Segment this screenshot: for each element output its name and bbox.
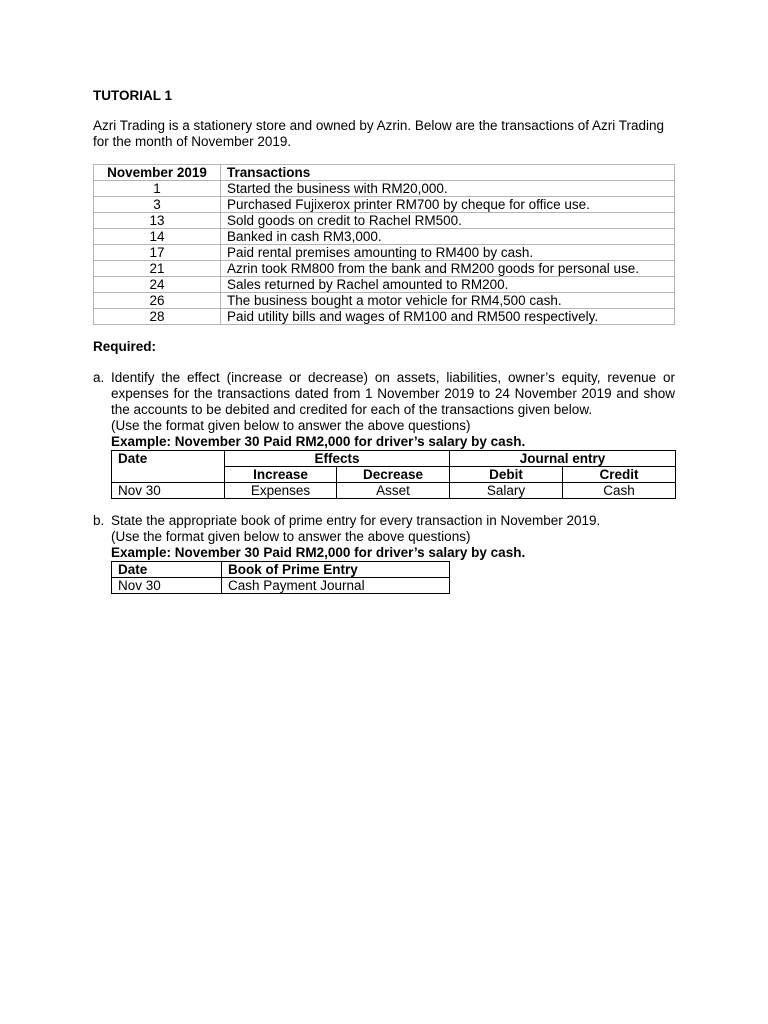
header-november-2019: November 2019 — [94, 165, 221, 181]
transaction-text: Purchased Fujixerox printer RM700 by cheque for office use. — [221, 197, 675, 213]
transaction-date: 21 — [94, 261, 221, 277]
example-decrease: Asset — [337, 483, 450, 499]
example-book: Cash Payment Journal — [222, 578, 450, 594]
transaction-date: 24 — [94, 277, 221, 293]
transaction-text: Sold goods on credit to Rachel RM500. — [221, 213, 675, 229]
header-transactions: Transactions — [221, 165, 675, 181]
effects-header-row — [112, 451, 676, 467]
table-row — [94, 309, 675, 325]
section-b-marker: b. — [93, 513, 105, 528]
section-b-format-note: (Use the format given below to answer the above questions) — [111, 529, 471, 544]
example-date: Nov 30 — [112, 483, 225, 499]
transaction-date: 26 — [94, 293, 221, 309]
page-title: TUTORIAL 1 — [93, 88, 173, 103]
transaction-date: 28 — [94, 309, 221, 325]
section-b-text: State the appropriate book of prime entry for every transaction in November 2019. — [111, 513, 601, 528]
transaction-text: Paid rental premises amounting to RM400 by cash. — [221, 245, 675, 261]
header-date: Date — [112, 451, 225, 483]
transaction-date: 1 — [94, 181, 221, 197]
example-date: Nov 30 — [112, 578, 222, 594]
transactions-header-row — [94, 165, 675, 181]
section-a-marker: a. — [93, 370, 105, 385]
header-journal-entry: Journal entry — [450, 451, 676, 467]
table-row — [112, 578, 450, 594]
transactions-table — [93, 164, 675, 325]
header-effects: Effects — [225, 451, 450, 467]
table-row — [112, 483, 676, 499]
transaction-date: 3 — [94, 197, 221, 213]
transaction-text: Started the business with RM20,000. — [221, 181, 675, 197]
table-row — [94, 213, 675, 229]
table-row — [94, 229, 675, 245]
prime-header-row — [112, 562, 450, 578]
transaction-text: Banked in cash RM3,000. — [221, 229, 675, 245]
table-row — [94, 261, 675, 277]
transaction-text: The business bought a motor vehicle for RM4,500 cash. — [221, 293, 675, 309]
transaction-text: Paid utility bills and wages of RM100 and RM500 respectively. — [221, 309, 675, 325]
table-row — [94, 197, 675, 213]
example-debit: Salary — [450, 483, 563, 499]
transaction-text: Azrin took RM800 from the bank and RM200 goods for personal use. — [221, 261, 675, 277]
section-b-example: Example: November 30 Paid RM2,000 for driver’s salary by cash. — [111, 545, 526, 560]
table-row — [94, 181, 675, 197]
table-row — [94, 277, 675, 293]
transaction-date: 17 — [94, 245, 221, 261]
required-heading: Required: — [93, 339, 157, 354]
document-page — [93, 88, 675, 594]
header-debit: Debit — [450, 467, 563, 483]
example-increase: Expenses — [225, 483, 337, 499]
prime-entry-table — [111, 561, 450, 594]
transaction-text: Sales returned by Rachel amounted to RM200. — [221, 277, 675, 293]
transaction-date: 13 — [94, 213, 221, 229]
header-increase: Increase — [225, 467, 337, 483]
section-b — [93, 513, 675, 594]
intro-paragraph: Azri Trading is a stationery store and owned by Azrin. Below are the transactions of Azri Trading for the month of November 2019. — [93, 118, 665, 149]
header-date: Date — [112, 562, 222, 578]
header-book-of-prime-entry: Book of Prime Entry — [222, 562, 450, 578]
effects-journal-table — [111, 450, 676, 499]
section-a — [93, 370, 675, 499]
header-decrease: Decrease — [337, 467, 450, 483]
header-credit: Credit — [563, 467, 676, 483]
table-row — [94, 293, 675, 309]
table-row — [94, 245, 675, 261]
section-a-example: Example: November 30 Paid RM2,000 for driver’s salary by cash. — [111, 434, 526, 449]
section-a-format-note: (Use the format given below to answer the above questions) — [111, 418, 471, 433]
section-a-text: Identify the effect (increase or decrease) on assets, liabilities, owner’s equity, revenue or expenses for the transactions dated from 1 November 2019 to 24 November 2019 and show the accounts to be debited and credited for each of the transactions given below. — [111, 370, 675, 417]
transaction-date: 14 — [94, 229, 221, 245]
example-credit: Cash — [563, 483, 676, 499]
